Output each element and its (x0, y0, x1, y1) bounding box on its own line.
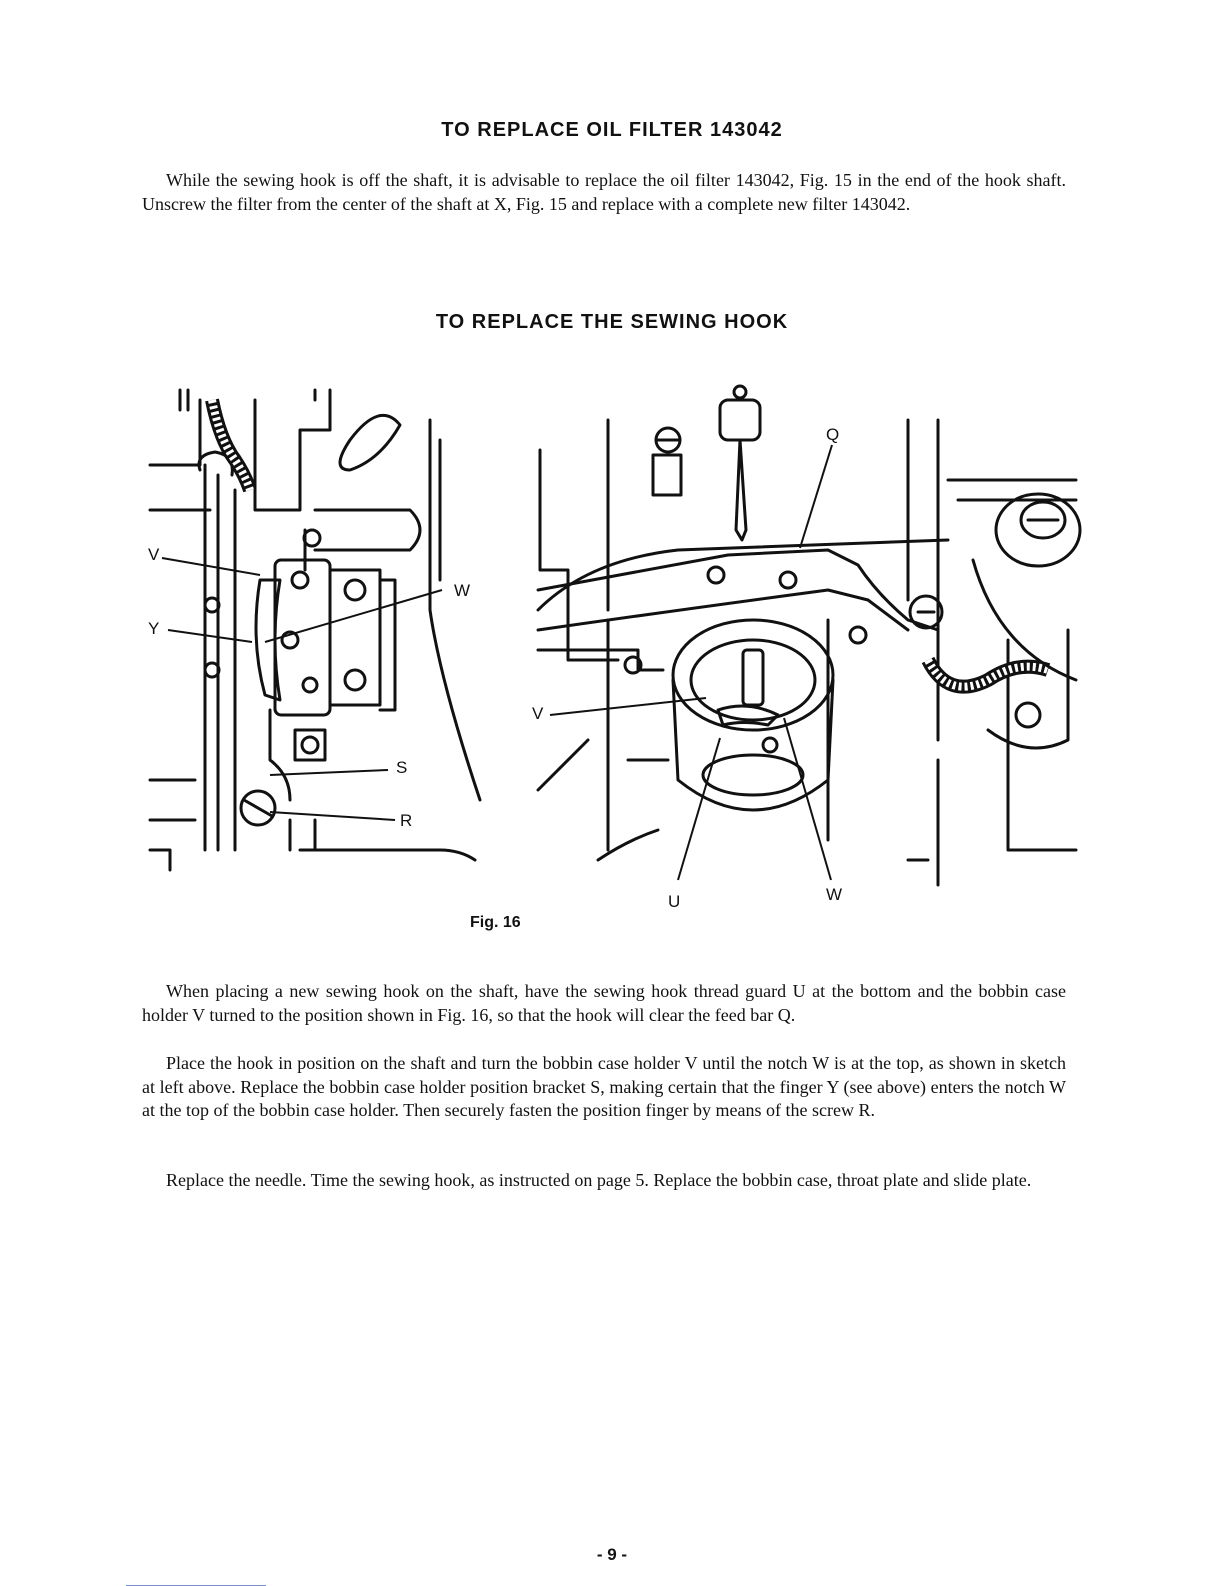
left-label-s: S (396, 758, 408, 777)
left-label-y: Y (148, 619, 160, 638)
heading-sewing-hook: TO REPLACE THE SEWING HOOK (435, 311, 789, 333)
paragraph-replace-needle (142, 1169, 1066, 1193)
right-leader-lines (550, 445, 832, 880)
paragraph-placing-hook-text: When placing a new sewing hook on the shaft, have the sewing hook thread guard U at the bottom and the bobbin case holder V turned to the position shown in Fig. 16, so that the hook will clear the feed bar Q. (142, 981, 1066, 1025)
figure-left-hook-side-view (140, 380, 500, 880)
paragraph-placing-hook (142, 980, 1066, 1027)
paragraph-replace-needle-text: Replace the needle. Time the sewing hook, as instructed on page 5. Replace the bobbin case, throat plate and slide plate. (166, 1170, 1032, 1190)
figure-right-hook-top-view (528, 380, 1083, 910)
right-hand-wheel (910, 494, 1080, 748)
left-bracket-and-screw (241, 730, 325, 850)
heading-oil-filter: TO REPLACE OIL FILTER 143042 (441, 119, 783, 141)
left-machine-frame (150, 390, 480, 870)
paragraph-oil-filter (142, 169, 1066, 216)
paragraph-place-hook (142, 1052, 1066, 1123)
right-machine-frame (538, 420, 1076, 885)
left-label-r: R (400, 811, 413, 830)
paragraph-oil-filter-text: While the sewing hook is off the shaft, it is advisable to replace the oil filter 143042, Fig. 15 in the end of the hook shaft. Unscrew the filter from the center of the shaft at X, Fig. 15 and replace with a complete new filter 143042. (142, 170, 1066, 214)
left-label-v: V (148, 545, 160, 564)
right-label-u: U (668, 892, 681, 910)
paragraph-place-hook-text: Place the hook in position on the shaft and turn the bobbin case holder V until the notch W is at the top, as shown in sketch at left above. Replace the bobbin case holder position bracket S, making certain that the finger Y (see above) enters the notch W at the top of the bobbin case holder. Then securely fasten the position finger by means of the screw R. (142, 1053, 1066, 1120)
right-label-v: V (532, 704, 544, 723)
right-needle-clamp (653, 386, 760, 540)
right-hook-assembly (673, 620, 833, 810)
right-oil-tube (928, 660, 1048, 687)
figure-caption: Fig. 16 (470, 914, 521, 931)
right-label-q: Q (826, 425, 840, 444)
page-number: - 9 - (596, 1545, 628, 1564)
left-label-w: W (454, 581, 471, 600)
right-label-w: W (826, 885, 843, 904)
